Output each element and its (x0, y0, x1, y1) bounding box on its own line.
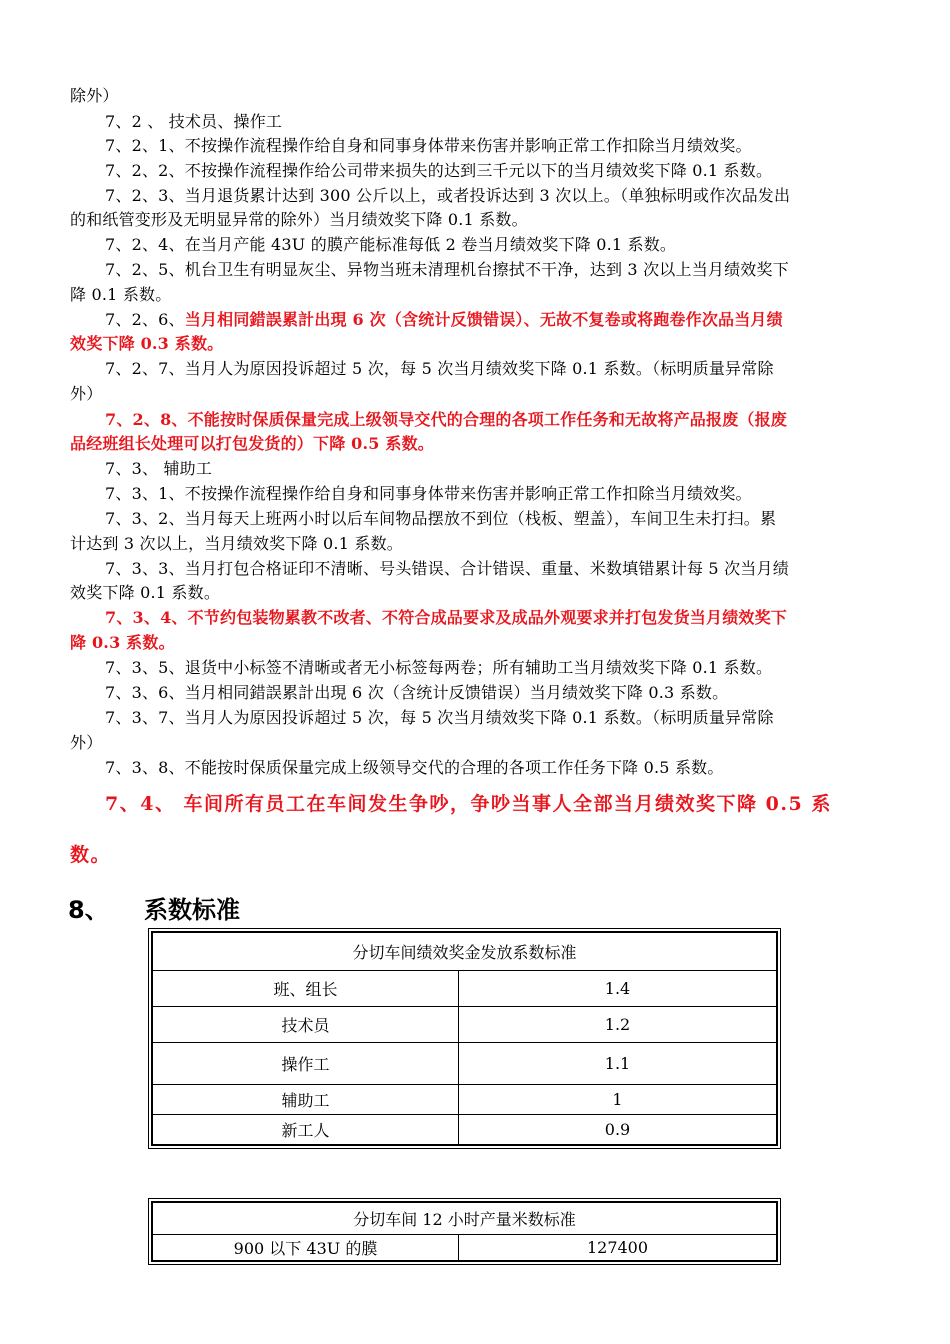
text-line: 的和纸管变形及无明显异常的除外）当月绩效奖下降 0.1 系数。 (70, 210, 528, 229)
text-line: 7、2、7、当月人为原因投诉超过 5 次，每 5 次当月绩效奖下降 0.1 系数。（标明质量异常除 (105, 359, 774, 378)
value-cell: 1.2 (459, 1007, 777, 1043)
text-line: 降 0.1 系数。 (70, 285, 172, 304)
table-row (153, 971, 777, 1007)
highlighted-line: 降 0.3 系数。 (70, 633, 175, 652)
value-cell: 1.4 (459, 971, 777, 1007)
section-number: 8、 (68, 896, 109, 924)
text-line: 计达到 3 次以上，当月绩效奖下降 0.1 系数。 (70, 534, 403, 553)
text-line: 7、3、8、不能按时保质保量完成上级领导交代的合理的各项工作任务下降 0.5 系数。 (105, 758, 724, 777)
subsection-heading: 7、3、 辅助工 (105, 459, 213, 478)
role-cell: 辅助工 (153, 1085, 459, 1115)
text-line: 7、3、6、当月相同錯誤累計出現 6 次（含统计反馈错误）当月绩效奖下降 0.3 系数。 (105, 683, 729, 702)
value-cell: 1 (459, 1085, 777, 1115)
text-line: 7、3、7、当月人为原因投诉超过 5 次，每 5 次当月绩效奖下降 0.1 系数。（标明质量异常除 (105, 708, 774, 727)
highlighted-line: 7、4、 车间所有员工在车间发生争吵，争吵当事人全部当月绩效奖下降 0.5 系 (105, 793, 832, 815)
subsection-heading: 7、2 、 技术员、操作工 (105, 112, 283, 131)
role-cell: 操作工 (153, 1043, 459, 1085)
table-row (153, 1043, 777, 1085)
text-line: 7、2、5、机台卫生有明显灰尘、异物当班未清理机台擦拭不干净，达到 3 次以上当月绩效奖下 (105, 260, 789, 279)
text-line: 7、2、4、在当月产能 43U 的膜产能标准每低 2 卷当月绩效奖下降 0.1 系数。 (105, 235, 677, 254)
text-line: 7、3、1、不按操作流程操作给自身和同事身体带来伤害并影响正常工作扣除当月绩效奖。 (105, 484, 752, 503)
value-cell: 127400 (459, 1235, 777, 1261)
table-row (153, 1085, 777, 1115)
table-row (153, 1007, 777, 1043)
text-line: 7、3、5、退货中小标签不清晰或者无小标签每两卷；所有辅助工当月绩效奖下降 0.1 系数。 (105, 658, 773, 677)
section-heading (68, 890, 240, 925)
table-row (153, 1235, 777, 1261)
highlighted-text: 当月相同錯誤累計出現 6 次（含统计反馈错误）、无故不复卷或将跑卷作次品当月绩 (184, 310, 783, 329)
table-row (153, 1115, 777, 1145)
highlighted-line: 效奖下降 0.3 系数。 (70, 334, 224, 353)
text-line: 7、2、1、不按操作流程操作给自身和同事身体带来伤害并影响正常工作扣除当月绩效奖。 (105, 136, 752, 155)
table-title: 分切车间绩效奖金发放系数标准 (153, 933, 777, 971)
highlighted-line: 7、2、8、不能按时保质保量完成上级领导交代的合理的各项工作任务和无故将产品报废（报废 (105, 410, 787, 429)
text-line: 7、2、3、当月退货累计达到 300 公斤以上，或者投诉达到 3 次以上。（单独标明或作次品发出 (105, 186, 791, 205)
role-cell: 新工人 (153, 1115, 459, 1145)
text-line: 除外） (70, 86, 119, 105)
text-line: 效奖下降 0.1 系数。 (70, 583, 221, 602)
highlighted-line: 品经班组长处理可以打包发货的）下降 0.5 系数。 (70, 434, 434, 453)
text-line: 外） (70, 733, 103, 752)
highlighted-line: 7、3、4、不节约包装物累教不改者、不符合成品要求及成品外观要求并打包发货当月绩效奖下 (105, 608, 787, 627)
highlighted-line: 数。 (70, 844, 112, 866)
value-cell: 1.1 (459, 1043, 777, 1085)
section-title: 系数标准 (144, 896, 240, 924)
role-cell: 技术员 (153, 1007, 459, 1043)
text-line: 7、3、3、当月打包合格证印不清晰、号头错误、合计错误、重量、米数填错累计每 5 次当月绩 (105, 559, 789, 578)
text-line: 外） (70, 384, 103, 403)
coefficient-table (148, 928, 781, 1149)
text-line: 7、2、2、不按操作流程操作给公司带来损失的达到三千元以下的当月绩效奖下降 0.1 系数。 (105, 161, 773, 180)
text-line-mixed (105, 308, 905, 332)
table-title: 分切车间 12 小时产量米数标准 (153, 1203, 777, 1235)
output-standard-table (148, 1198, 781, 1265)
text-line: 7、3、2、当月每天上班两小时以后车间物品摆放不到位（栈板、塑盖），车间卫生未打扫。累 (105, 509, 777, 528)
role-cell: 班、组长 (153, 971, 459, 1007)
value-cell: 0.9 (459, 1115, 777, 1145)
item-number: 7、2、6、 (105, 310, 185, 329)
label-cell: 900 以下 43U 的膜 (153, 1235, 459, 1261)
